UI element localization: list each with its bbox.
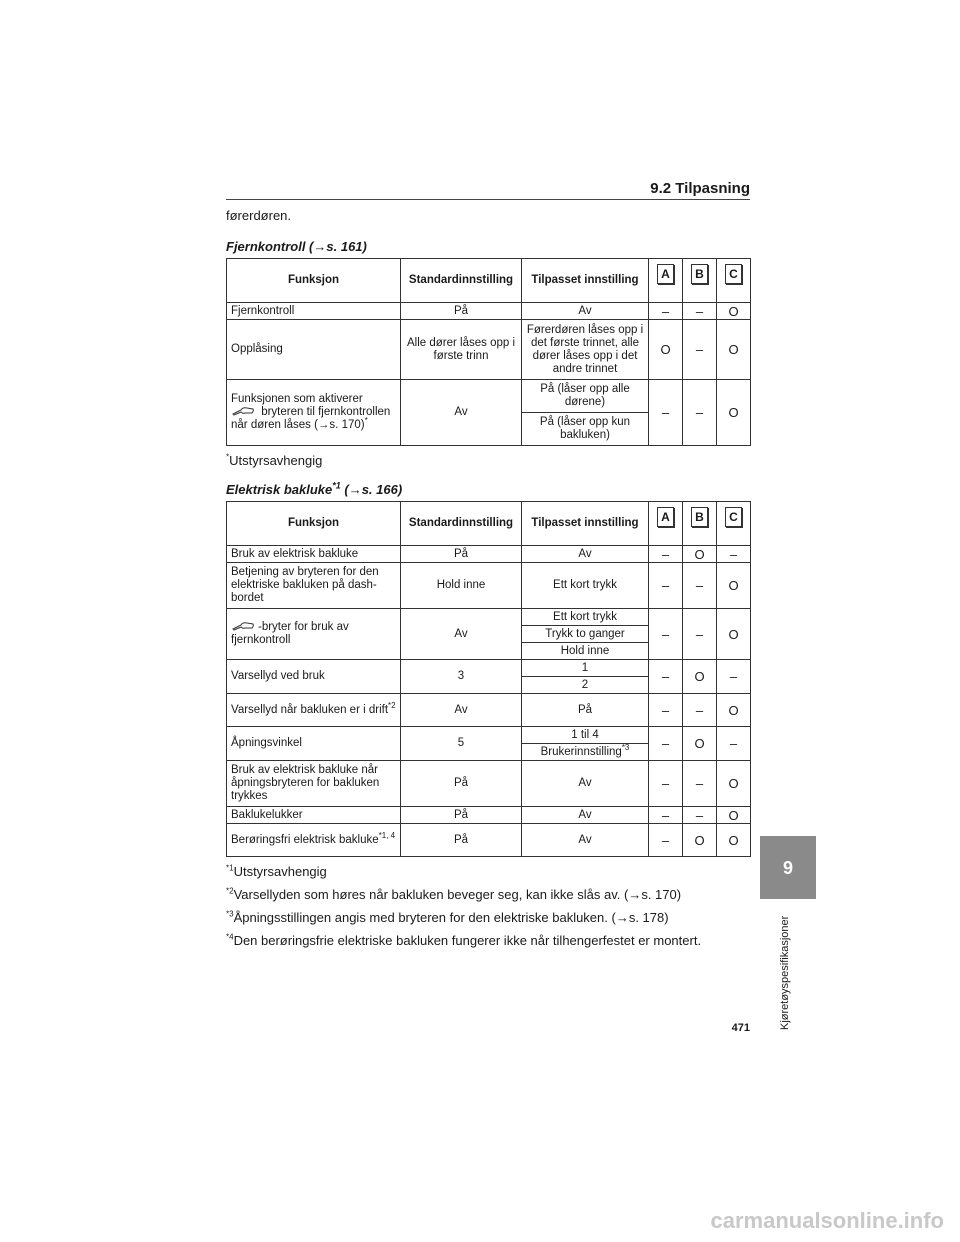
table-header-row [227, 259, 751, 303]
cell-function [227, 824, 401, 857]
letter-b-box: B [691, 264, 708, 284]
cell-function: Betjening av bryteren for den elektriske bakluken på dashbordet [227, 563, 401, 609]
cell-default: På [401, 546, 522, 563]
header-custom: Tilpasset innstilling [522, 502, 649, 546]
footnote-mark: *3 [226, 909, 234, 919]
cell-a: – [649, 563, 683, 609]
cell-function: Bruk av elektrisk bakluke [227, 546, 401, 563]
cell-custom: Ett kort trykk [522, 609, 649, 626]
table-header-row [227, 502, 751, 546]
footnote [226, 887, 681, 902]
cell-default: På [401, 761, 522, 807]
header-c [717, 259, 751, 303]
cell-b: – [683, 761, 717, 807]
cell-custom: 1 til 4 [522, 727, 649, 744]
cell-b: O [683, 824, 717, 857]
header-b [683, 502, 717, 546]
header-a [649, 502, 683, 546]
footnote-text: Åpningsstillingen angis med bryteren for den elektriske bakluken. (→s. 178) [233, 910, 669, 925]
cell-b: – [683, 694, 717, 727]
cell-c: O [717, 380, 751, 446]
cell-c: O [717, 609, 751, 660]
cell-default: Av [401, 380, 522, 446]
cell-function: Baklukelukker [227, 807, 401, 824]
header-function: Funksjon [227, 502, 401, 546]
cell-custom: Av [522, 824, 649, 857]
page-reference[interactable]: (→s. 166) [340, 482, 403, 497]
footnote-ref: *2 [388, 700, 396, 710]
header-custom: Tilpasset innstilling [522, 259, 649, 303]
cell-b: – [683, 609, 717, 660]
cell-function-text: bryteren til fjernkontrollen når døren låses (→s. 170) [231, 406, 391, 431]
header-b [683, 259, 717, 303]
cell-a: – [649, 727, 683, 761]
table-row [227, 546, 751, 563]
table-row [227, 320, 751, 380]
cell-c: O [717, 694, 751, 727]
cell-custom: Av [522, 761, 649, 807]
cell-custom: Av [522, 807, 649, 824]
cell-a: – [649, 303, 683, 320]
remote-key-icon [231, 621, 255, 631]
cell-custom-text: Brukerinnstilling [540, 745, 622, 758]
page-number: 471 [731, 1022, 750, 1034]
footnote-mark: *2 [226, 886, 234, 896]
cell-custom: På (låser opp kun bakluken) [522, 413, 649, 446]
footnote [226, 910, 669, 925]
cell-default: Hold inne [401, 563, 522, 609]
footnote [226, 453, 322, 468]
letter-b-box: B [691, 507, 708, 527]
remote-key-icon [231, 406, 255, 416]
cell-custom: På [522, 694, 649, 727]
cell-c: O [717, 563, 751, 609]
footnote-ref: *1, 4 [378, 830, 396, 840]
cell-default: Alle dører låses opp i første trinn [401, 320, 522, 380]
cell-function: Varsellyd ved bruk [227, 660, 401, 694]
cell-custom: På (låser opp alle dørene) [522, 380, 649, 413]
table-row [227, 824, 751, 857]
cell-function-text: Varsellyd når bakluken er i drift [231, 703, 389, 716]
cell-default: Av [401, 609, 522, 660]
cell-custom: Trykk to ganger [522, 626, 649, 643]
cell-function: Åpningsvinkel [227, 727, 401, 761]
footnote-mark: *1 [226, 863, 234, 873]
cell-a: – [649, 824, 683, 857]
cell-a: – [649, 694, 683, 727]
cell-a: – [649, 761, 683, 807]
cell-function [227, 694, 401, 727]
cell-function: Opplåsing [227, 320, 401, 380]
cell-default: På [401, 303, 522, 320]
cell-custom: Ett kort trykk [522, 563, 649, 609]
table-row [227, 761, 751, 807]
cell-b: O [683, 546, 717, 563]
cell-custom: Av [522, 546, 649, 563]
footnote-text: Den berøringsfrie elektriske bakluken fungerer ikke når tilhengerfestet er montert. [233, 933, 702, 948]
footnote-text: Varsellyden som høres når bakluken beveger seg, kan ikke slås av. (→s. 170) [233, 887, 682, 902]
title-divider [226, 199, 750, 200]
header-default: Standardinnstilling [401, 259, 522, 303]
chapter-number: 9 [782, 858, 793, 878]
cell-b: – [683, 807, 717, 824]
cell-default: 5 [401, 727, 522, 761]
cell-a: – [649, 546, 683, 563]
cell-c: – [717, 660, 751, 694]
cell-b: – [683, 320, 717, 380]
cell-a: O [649, 320, 683, 380]
intro-text: førerdøren. [226, 208, 292, 223]
cell-default: På [401, 824, 522, 857]
remote-settings-table [226, 258, 751, 446]
section-heading-text: Elektrisk bakluke [226, 482, 333, 497]
tailgate-settings-table [226, 501, 751, 857]
table-row [227, 303, 751, 320]
letter-a-box: A [657, 264, 674, 284]
section-heading-remote [226, 239, 367, 254]
table-row [227, 660, 751, 677]
cell-b: – [683, 303, 717, 320]
cell-c: – [717, 727, 751, 761]
cell-b: O [683, 727, 717, 761]
header-default: Standardinnstilling [401, 502, 522, 546]
cell-default: På [401, 807, 522, 824]
header-function: Funksjon [227, 259, 401, 303]
cell-function [227, 380, 401, 446]
cell-a: – [649, 609, 683, 660]
table-row [227, 609, 751, 626]
cell-c: O [717, 824, 751, 857]
cell-function: Bruk av elektrisk bakluke når åpningsbryteren for bakluken trykkes [227, 761, 401, 807]
footnote [226, 864, 327, 879]
table-row [227, 563, 751, 609]
cell-b: – [683, 563, 717, 609]
cell-a: – [649, 807, 683, 824]
section-heading-text: Fjernkontroll ( [226, 239, 314, 254]
cell-custom [522, 744, 649, 761]
cell-default: 3 [401, 660, 522, 694]
cell-c: O [717, 320, 751, 380]
cell-c: O [717, 761, 751, 807]
cell-custom: Av [522, 303, 649, 320]
cell-function [227, 609, 401, 660]
page-title: 9.2 Tilpasning [650, 180, 750, 197]
cell-c: O [717, 303, 751, 320]
footnote-text: Utstyrsavhengig [229, 453, 323, 468]
chapter-label: Kjøretøyspesifikasjoner [779, 915, 791, 1030]
cell-custom: Førerdøren låses opp i det første trinnet, alle dører låses opp i det andre trinnet [522, 320, 649, 380]
footnote-mark: * [226, 452, 230, 462]
table-row [227, 694, 751, 727]
cell-c: O [717, 807, 751, 824]
watermark: carmanualsonline.info [710, 1208, 944, 1233]
cell-default: Av [401, 694, 522, 727]
cell-function: Fjernkontroll [227, 303, 401, 320]
footnote-ref: *1 [332, 480, 341, 491]
letter-a-box: A [657, 507, 674, 527]
footnote-text: Utstyrsavhengig [233, 864, 327, 879]
cell-b: O [683, 660, 717, 694]
footnote [226, 933, 701, 948]
letter-c-box: C [725, 507, 742, 527]
footnote-ref: * [364, 416, 368, 426]
table-row [227, 380, 751, 413]
table-row [227, 727, 751, 744]
footnote-ref: *3 [621, 742, 630, 752]
cell-function-text: -bryter for bruk av fjernkontroll [231, 621, 349, 646]
cell-custom: 2 [522, 677, 649, 694]
cell-b: – [683, 380, 717, 446]
letter-c-box: C [725, 264, 742, 284]
cell-custom: 1 [522, 660, 649, 677]
section-heading-tailgate [226, 482, 402, 497]
cell-a: – [649, 660, 683, 694]
cell-function-text: Funksjonen som aktiverer [231, 393, 363, 405]
table-row [227, 807, 751, 824]
footnote-mark: *4 [226, 932, 234, 942]
page-reference[interactable]: →s. 161) [313, 239, 367, 254]
header-c [717, 502, 751, 546]
cell-a: – [649, 380, 683, 446]
cell-function-text: Berøringsfri elektrisk bakluke [231, 833, 379, 846]
cell-custom: Hold inne [522, 643, 649, 660]
header-a [649, 259, 683, 303]
cell-c: – [717, 546, 751, 563]
